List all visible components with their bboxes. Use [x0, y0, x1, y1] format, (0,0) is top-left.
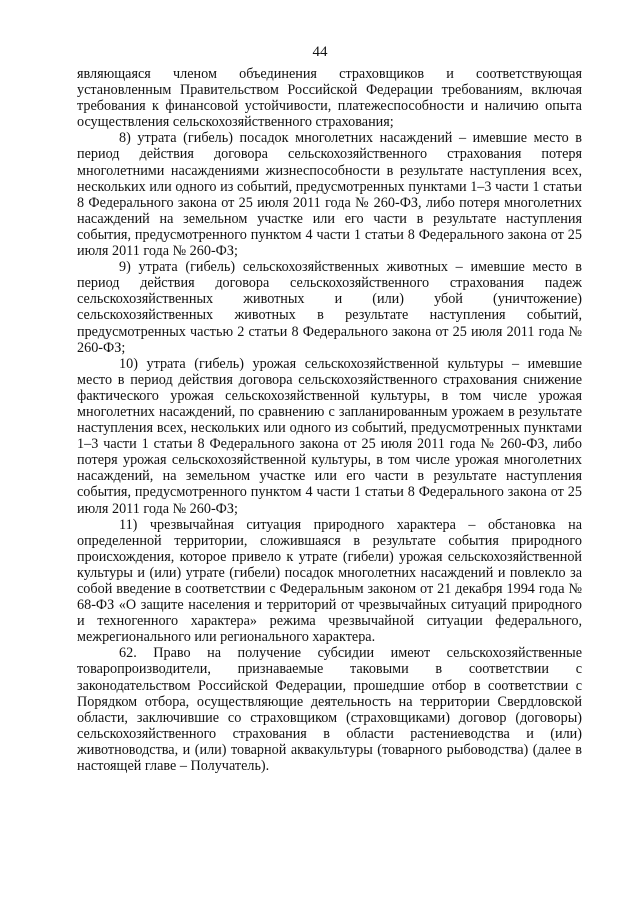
- page-number: 44: [312, 44, 328, 60]
- paragraph-item-8: 8) утрата (гибель) посадок многолетних насаждений – имевшие место в период действия договора сельскохозяйственного страхования потеря многолетними насаждениями жизнеспособности в результате наступления всех, нескольких или одного из событий, предусмотренных пунктами 1–3 части 1 статьи 8 Федерального закона от 25 июля 2011 года № 260-ФЗ, либо потеря многолетних насаждений на земельном участке или его части в результате наступления события, предусмотренного пунктом 4 части 1 статьи 8 Федерального закона от 25 июля 2011 года № 260-ФЗ;: [77, 130, 582, 260]
- paragraph-section-62: 62. Право на получение субсидии имеют сельскохозяйственные товаропроизводители, признаваемые таковыми в соответствии с законодательством Российской Федерации, прошедшие отбор в соответствии с Порядком отбора, осуществляющие деятельность на территории Свердловской области, заключившие со страховщиком (страховщиками) договор (договоры) сельскохозяйственного страхования в области растениеводства и (или) животноводства, и (или) товарной аквакультуры (товарного рыбоводства) (далее в настоящей главе – Получатель).: [77, 645, 582, 775]
- paragraph-continuation: являющаяся членом объединения страховщиков и соответствующая установленным Правительством Российской Федерации требованиям, включая требования к финансовой устойчивости, платежеспособности и наличию опыта осуществления сельскохозяйственного страхования;: [77, 66, 582, 131]
- paragraph-item-11: 11) чрезвычайная ситуация природного характера – обстановка на определенной территории, сложившаяся в результате события природного происхождения, которое привело к утрате (гибели) урожая сельскохозяйственной культуры и (или) утрате (гибели) посадок многолетних насаждений и повлекло за собой введение в соответствии с Федеральным законом от 21 декабря 1994 года № 68-ФЗ «О защите населения и территорий от чрезвычайных ситуаций природного и техногенного характера» режима чрезвычайной ситуации федерального, межрегионального или регионального характера.: [77, 516, 582, 646]
- paragraph-item-10: 10) утрата (гибель) урожая сельскохозяйственной культуры – имевшие место в период действия договора сельскохозяйственного страхования снижение фактического урожая сельскохозяйственной культуры, в том числе урожая многолетних насаждений, по сравнению с запланированным урожаем в результате наступления всех, нескольких или одного из событий, предусмотренных пунктами 1–3 части 1 статьи 8 Федерального закона от 25 июля 2011 года № 260-ФЗ, либо потеря урожая сельскохозяйственной культуры, в том числе урожая многолетних насаждений, на земельном участке или его части в результате наступления события, предусмотренного пунктом 4 части 1 статьи 8 Федерального закона от 25 июля 2011 года № 260-ФЗ;: [77, 355, 582, 517]
- document-body: [77, 66, 582, 774]
- paragraph-item-9: 9) утрата (гибель) сельскохозяйственных животных – имевшие место в период действия договора сельскохозяйственного страхования падеж сельскохозяйственных животных и (или) убой (уничтожение) сельскохозяйственных животных в результате наступления событий, предусмотренных частью 2 статьи 8 Федерального закона от 25 июля 2011 года № 260-ФЗ;: [77, 259, 582, 356]
